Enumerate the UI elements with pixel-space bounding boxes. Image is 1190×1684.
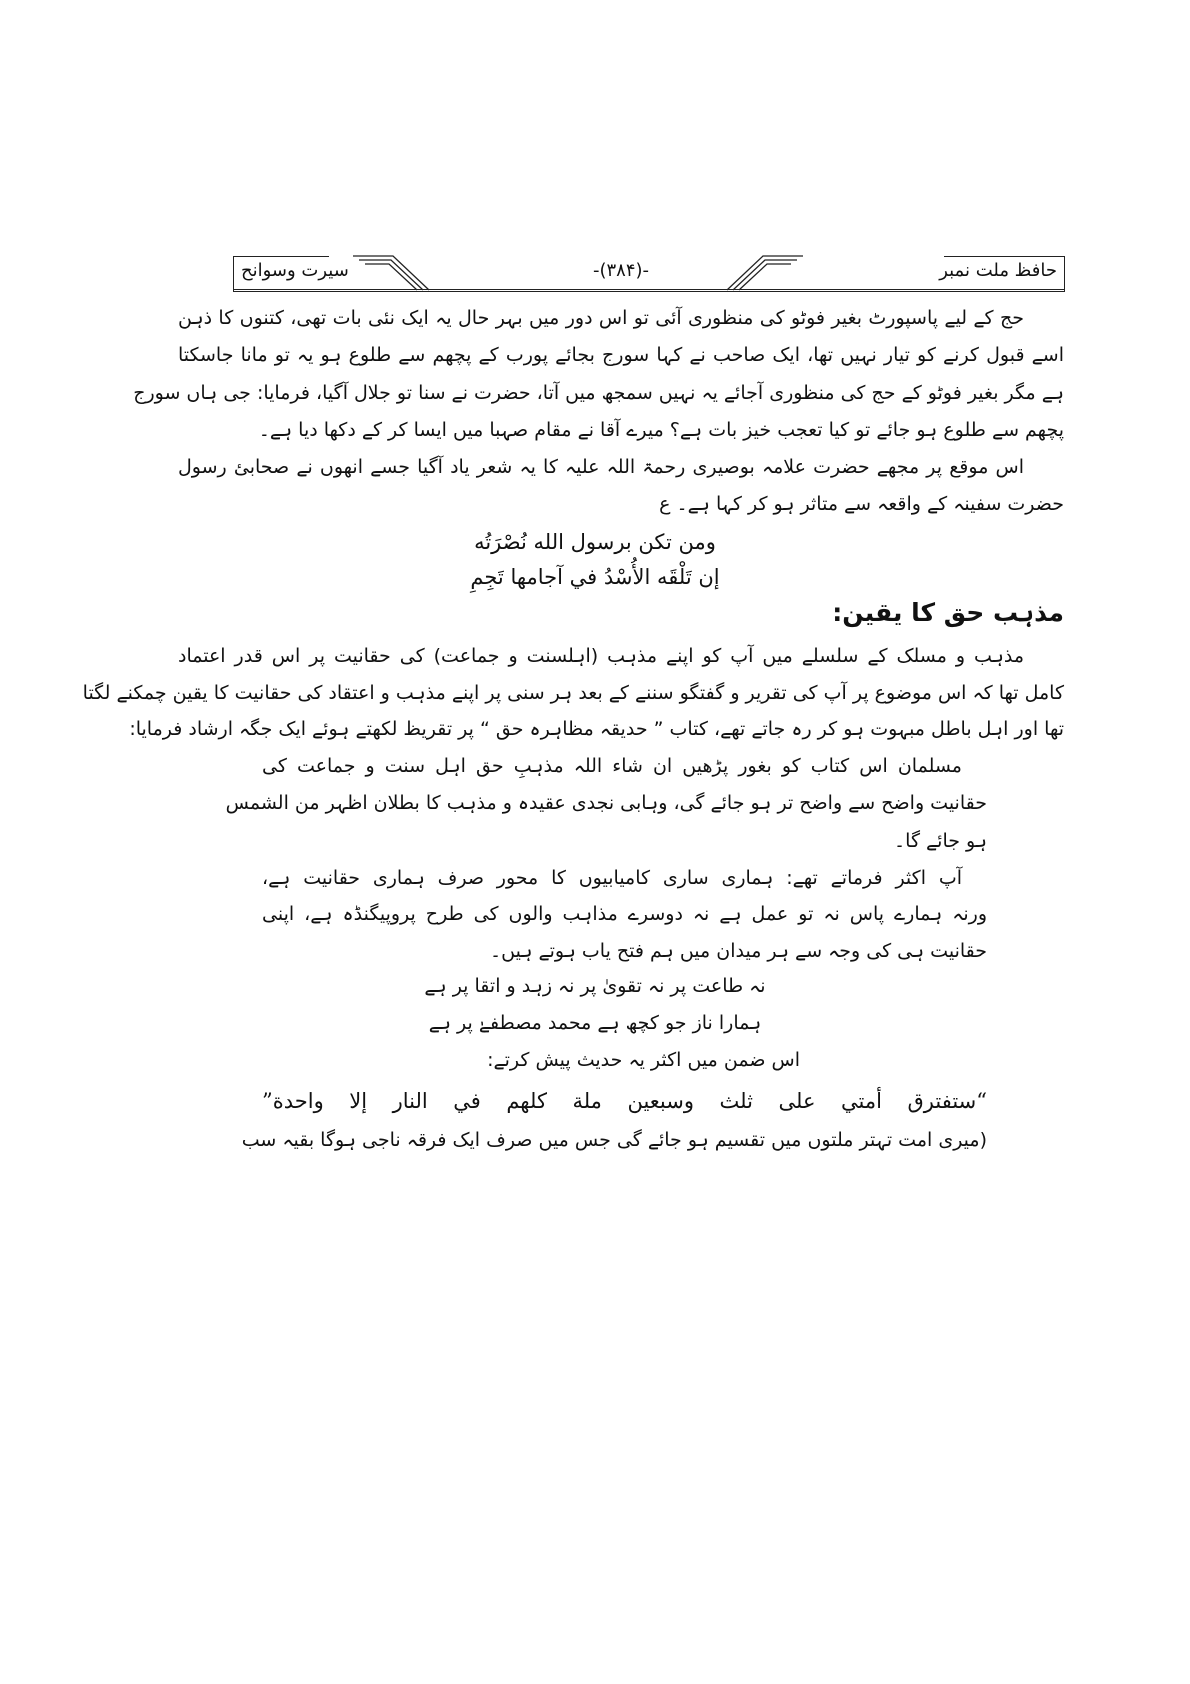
- quote-line: ہو جائے گا۔: [894, 830, 987, 852]
- hadith-intro: اس ضمن میں اکثر یہ حدیث پیش کرتے:: [487, 1049, 800, 1071]
- section-heading: مذہب حق کا یقین:: [832, 598, 1064, 627]
- paragraph-line: پچھم سے طلوع ہو جائے تو کیا تعجب خیز بات ہے؟ میرے آقا نے مقام صہبا میں ایسا کر کے دکھا دیا ہے۔: [258, 419, 1064, 441]
- page-number: -(۳۸۴)-: [593, 260, 650, 281]
- arabic-verse-line: إن تَلْقَه الأُسْدُ في آجامها تَجِمِ: [470, 565, 720, 589]
- paragraph-line: حج کے لیے پاسپورٹ بغیر فوٹو کی منظوری آئی تو اس دور میں بہر حال یہ ایک نئی بات تھی، کتنوں کا ذہن: [178, 307, 1024, 329]
- paragraph-line: مذہب و مسلک کے سلسلے میں آپ کو اپنے مذہب (اہلسنت و جماعت) کی حقانیت پر اس قدر اعتماد: [178, 645, 1024, 667]
- urdu-verse-line: ہمارا ناز جو کچھ ہے محمد مصطفےٰ پر ہے: [428, 1012, 762, 1034]
- header-left-title: سیرت وسوانح: [241, 260, 349, 281]
- paragraph-line: ہے مگر بغیر فوٹو کے حج کی منظوری آجائے یہ نہیں سمجھ میں آتا، حضرت نے سنا تو جلال آگیا، فرمایا: جی ہاں سورج: [133, 382, 1064, 404]
- page-header: [233, 254, 1065, 292]
- urdu-verse-line: نہ طاعت پر نہ تقویٰ پر نہ زہد و اتقا پر ہے: [424, 975, 766, 997]
- paragraph-line: حضرت سفینہ کے واقعہ سے متاثر ہو کر کہا ہے۔ ع: [659, 493, 1064, 515]
- arabic-verse-line: ومن تكن برسول الله نُصْرَتُه: [474, 530, 716, 554]
- hadith-arabic: “ستفترق أمتي على ثلث وسبعين ملة كلهم في النار إلا واحدة”: [262, 1089, 987, 1113]
- paragraph-line: کامل تھا کہ اس موضوع پر آپ کی تقریر و گفتگو سننے کے بعد ہر سنی پر اپنے مذہب و اعتقاد کی حقانیت کا یقین چمکنے لگتا: [82, 682, 1064, 704]
- paragraph-line: تھا اور اہل باطل مبہوت ہو کر رہ جاتے تھے، کتاب ” حدیقہ مظاہرہ حق “ پر تقریظ لکھتے ہوئے ایک جگہ ارشاد فرمایا:: [129, 718, 1064, 740]
- paragraph-line: اس موقع پر مجھے حضرت علامہ بوصیری رحمۃ اللہ علیہ کا یہ شعر یاد آگیا جسے انھوں نے صحابئ رسول: [178, 456, 1024, 478]
- paragraph-line: اسے قبول کرنے کو تیار نہیں تھا، ایک صاحب نے کہا سورج بجائے پورب کے پچھم سے طلوع ہو یہ تو مانا جاسکتا: [178, 344, 1064, 366]
- header-right-title: حافظ ملت نمبر: [939, 260, 1057, 281]
- quote-line: ورنہ ہمارے پاس نہ تو عمل ہے نہ دوسرے مذاہب والوں کی طرح پروپیگنڈہ ہے، اپنی: [262, 903, 987, 925]
- quote-line: مسلمان اس کتاب کو بغور پڑھیں ان شاء اللہ مذہبِ حق اہل سنت و جماعت کی: [262, 755, 962, 777]
- hadith-translation: (میری امت تہتر ملتوں میں تقسیم ہو جائے گی جس میں صرف ایک فرقہ ناجی ہوگا بقیہ سب: [241, 1129, 987, 1151]
- quote-line: آپ اکثر فرماتے تھے: ہماری ساری کامیابیوں کا محور صرف ہماری حقانیت ہے،: [262, 867, 962, 889]
- header-left-ornament-icon: [353, 254, 463, 292]
- quote-line: حقانیت ہی کی وجہ سے ہر میدان میں ہم فتح یاب ہوتے ہیں۔: [489, 940, 987, 962]
- header-right-ornament-icon: [693, 254, 803, 292]
- quote-line: حقانیت واضح سے واضح تر ہو جائے گی، وہابی نجدی عقیدہ و مذہب کا بطلان اظہر من الشمس: [225, 792, 987, 814]
